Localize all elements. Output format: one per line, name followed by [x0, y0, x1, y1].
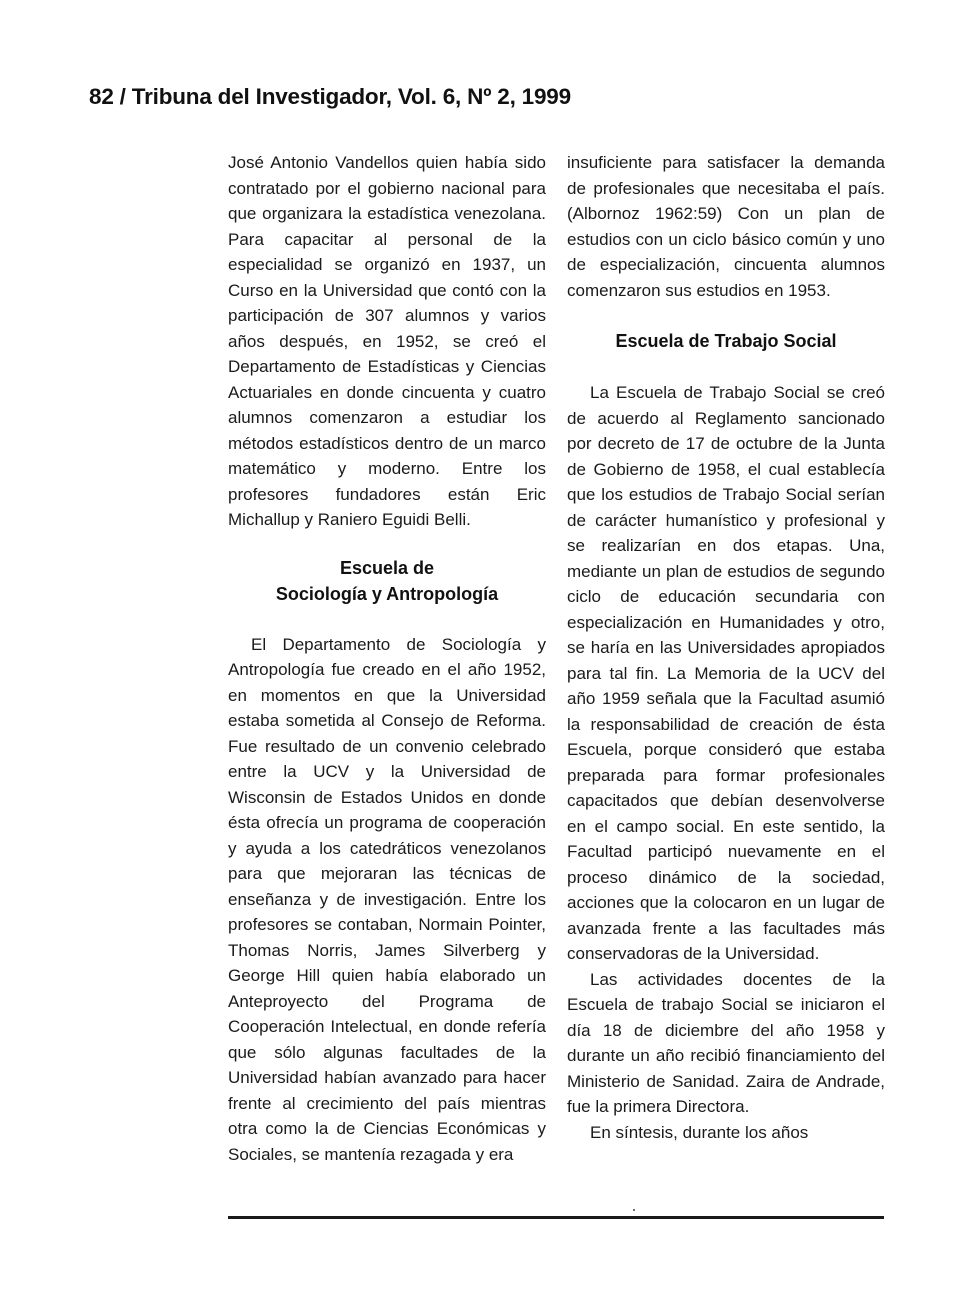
- paragraph-trabajo-social-1: La Escuela de Trabajo Social se creó de acuerdo al Reglamento sancionado por decreto de 17 de octubre de la Junta de Gobierno de 1958, el cual establecía que los estudios de Trabajo Social serían de carácter humanístico y profesional y se realizarían en dos etapas. Una, mediante un plan de estudios de segundo ciclo de educación secundaria con especialización en Humanidades y otro, se haría en las Universidades apropiados para tal fin. La Memoria de la UCV del año 1959 señala que la Facultad asumió la responsabilidad de creación de ésta Escuela, porque consideró que estaba preparada para formar profesionales capacitados que debían desenvolverse en el campo social. En este sentido, la Facultad participó nuevamente en el proceso dinámico de la sociedad, acciones que la colocaron en un lugar de avanzada frente a las facultades más conservadoras de la Universidad.: [567, 383, 885, 963]
- right-column: [567, 150, 885, 1145]
- section-heading-line-2: Sociología y Antropología: [275, 583, 499, 604]
- bottom-rule: [228, 1216, 884, 1219]
- paragraph-sociologia: El Departamento de Sociología y Antropología fue creado en el año 1952, en momentos en que la Universidad estaba sometida al Consejo de Reforma. Fue resultado de un convenio celebrado entre la UCV y la Universidad de Wisconsin de Estados Unidos en donde ésta ofrecía un programa de cooperación y ayuda a los catedráticos venezolanos para que mejoraran las técnicas de enseñanza y de investigación. Entre los profesores se contaban, Normain Pointer, Thomas Norris, James Silverberg y George Hill quien había elaborado un Anteproyecto del Programa de Cooperación Intelectual, en donde refería que sólo algunas facultades de la Universidad habían avanzado para hacer frente al crecimiento del país mientras otra como la de Ciencias Económicas y Sociales, se mantenía rezagada y era: [228, 634, 546, 1164]
- print-speck: [633, 1209, 635, 1211]
- section-heading-sociologia: [228, 555, 546, 607]
- paragraph-trabajo-social-2: Las actividades docentes de la Escuela de trabajo Social se iniciaron el día 18 de diciembre del año 1958 y durante un año recibió financiamiento del Ministerio de Sanidad. Zaira de Andrade, fue la primera Directora.: [567, 969, 885, 1116]
- section-heading-trabajo-social: Escuela de Trabajo Social: [615, 331, 837, 351]
- paragraph-continuation: insuficiente para satisfacer la demanda de profesionales que necesitaba el país. (Albornoz 1962:59) Con un plan de estudios con un ciclo básico común y uno de especialización, cincuenta alumnos comenzaron sus estudios en 1953.: [567, 153, 885, 300]
- running-header: 82 / Tribuna del Investigador, Vol. 6, Nº 2, 1999: [89, 84, 571, 109]
- left-column: [228, 150, 546, 1167]
- paragraph-intro: José Antonio Vandellos quien había sido contratado por el gobierno nacional para que organizara la estadística venezolana. Para capacitar al personal de la especialidad se organizó en 1937, un Curso en la Universidad que contó con la participación de 307 alumnos y varios años después, en 1952, se creó el Departamento de Estadísticas y Ciencias Actuariales en donde cincuenta y cuatro alumnos comenzaron a estudiar los métodos estadísticos dentro de un marco matemático y moderno. Entre los profesores fundadores están Eric Michallup y Raniero Eguidi Belli.: [228, 153, 546, 529]
- paragraph-trabajo-social-3: En síntesis, durante los años: [590, 1122, 809, 1142]
- section-heading-line-1: Escuela de: [339, 557, 435, 578]
